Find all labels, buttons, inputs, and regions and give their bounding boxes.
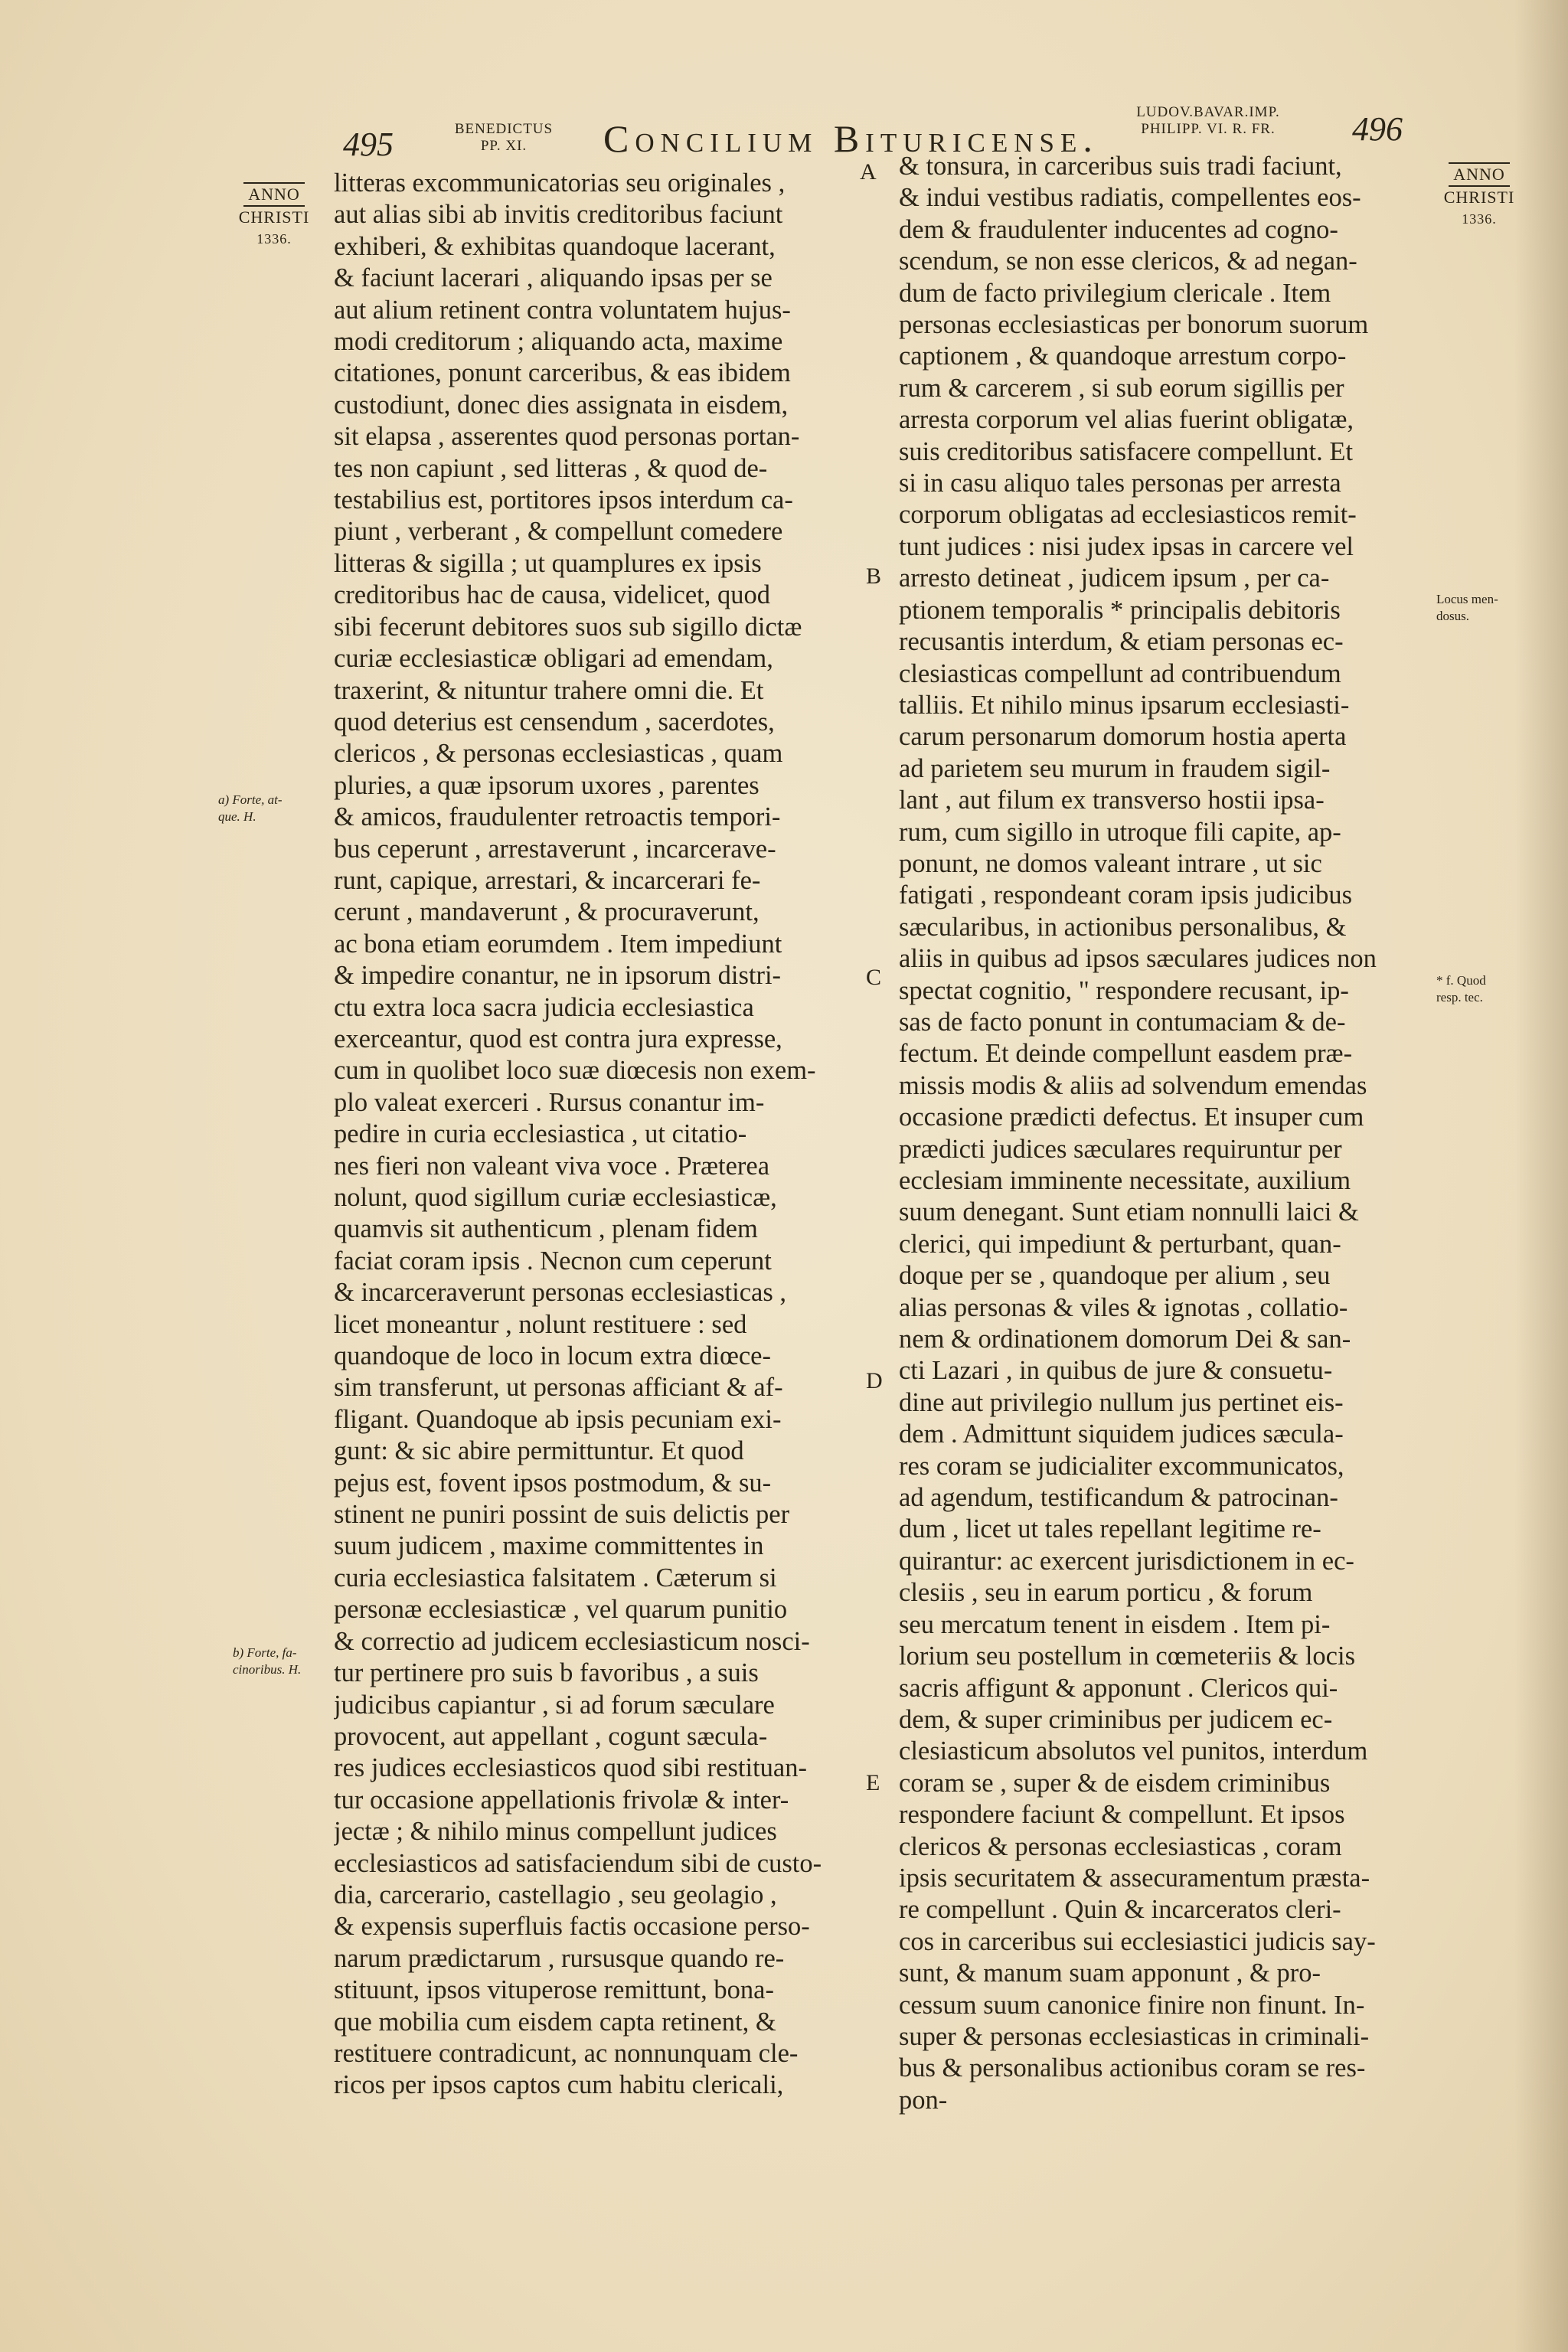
footnote-b-line-1: b) Forte, fa- — [233, 1645, 297, 1660]
text-line: fatigati , respondeant coram ipsis judicibus — [899, 880, 1353, 910]
text-line: carum personarum domorum hostia aperta — [899, 722, 1347, 752]
text-line: lorium seu postellum in cœmeteriis & locis — [899, 1642, 1356, 1671]
text-line: tur pertinere pro suis b favoribus , a suis — [334, 1658, 759, 1688]
right-margin-year — [1435, 162, 1524, 230]
text-line: sacris affigunt & apponunt . Clericos qui- — [899, 1673, 1338, 1703]
text-line: exhiberi, & exhibitas quandoque lacerant, — [334, 231, 776, 261]
text-line: restituere contradicunt, ac nonnunquam cle- — [334, 2038, 799, 2068]
text-line: licet moneantur , nolunt restituere : sed — [334, 1309, 747, 1339]
text-line: nem & ordinationem domorum Dei & san- — [899, 1325, 1351, 1354]
text-line: alias personas & viles & ignotas , collatio- — [899, 1292, 1348, 1322]
text-line: aut alium retinent contra voluntatem hujus- — [334, 295, 791, 325]
text-line: res judices ecclesiasticos quod sibi restituan- — [334, 1753, 807, 1783]
text-line: gunt: & sic abire permittuntur. Et quod — [334, 1436, 744, 1466]
text-line: judicibus capiantur , si ad forum sæculare — [334, 1690, 775, 1720]
text-line: ipsis securitatem & assecuramentum præsta- — [899, 1863, 1370, 1893]
text-line: cum in quolibet loco suæ diœcesis non exem- — [334, 1056, 816, 1086]
text-line: faciat coram ipsis . Necnon cum ceperunt — [334, 1246, 772, 1276]
text-line: litteras excommunicatorias seu originales , — [334, 168, 786, 198]
text-line: quandoque de loco in locum extra diœce- — [334, 1341, 771, 1371]
text-line: & faciunt lacerari , aliquando ipsas per se — [334, 263, 773, 293]
text-line: curiæ ecclesiasticæ obligari ad emendam, — [334, 644, 773, 674]
text-line: pon- — [899, 2085, 948, 2115]
text-line: que mobilia cum eisdem capta retinent, & — [334, 2007, 776, 2037]
text-line: sæcularibus, in actionibus personalibus, & — [899, 912, 1347, 942]
text-line: coram se , super & de eisdem criminibus — [899, 1768, 1331, 1798]
text-line: pejus est, fovent ipsos postmodum, & su- — [334, 1468, 772, 1498]
text-line: missis modis & aliis ad solvendum emendas — [899, 1070, 1367, 1100]
margin-note-locus-line-2: dosus. — [1436, 609, 1469, 623]
text-line: aut alias sibi ab invitis creditoribus faciunt — [334, 200, 783, 230]
year-label-right: 1336. — [1462, 211, 1497, 227]
text-line: rum, cum sigillo in utroque fili capite, ap- — [899, 817, 1341, 847]
footnote-a-line-1: a) Forte, at- — [218, 792, 283, 807]
text-line: stituunt, ipsos vituperose remittunt, bona- — [334, 1975, 774, 2005]
text-line: & impedire conantur, ne in ipsorum distri- — [334, 961, 782, 991]
right-running-head — [1109, 104, 1308, 138]
text-line: cessum suum canonice finire non finunt. In- — [899, 1990, 1365, 2020]
text-line: tunt judices : nisi judex ipsas in carcere vel — [899, 531, 1354, 561]
text-line: rum & carcerem , si sub eorum sigillis per — [899, 373, 1344, 403]
text-line: piunt , verberant , & compellunt comedere — [334, 517, 783, 547]
footnote-b — [233, 1645, 340, 1678]
text-line: res coram se judicialiter excommunicatos, — [899, 1451, 1344, 1481]
text-line: testabilius est, portitores ipsos interdum ca- — [334, 485, 793, 515]
text-line: cos in carceribus sui ecclesiastici judicis say- — [899, 1926, 1376, 1956]
christi-label: CHRISTI — [238, 207, 310, 227]
text-line: pedire in curia ecclesiastica , ut citatio- — [334, 1119, 747, 1149]
text-line: occasione prædicti defectus. Et insuper cum — [899, 1102, 1364, 1132]
text-line: arresto detineat , judicem ipsum , per ca- — [899, 564, 1330, 593]
text-line: aliis in quibus ad ipsos sæculares judices non — [899, 944, 1377, 974]
text-line: scendum, se non esse clericos, & ad negan- — [899, 247, 1357, 276]
year-label: 1336. — [256, 231, 292, 247]
text-line: corporum obligatas ad ecclesiasticos remit- — [899, 500, 1357, 530]
text-line: ptionem temporalis * principalis debitoris — [899, 595, 1341, 625]
text-line: dum , licet ut tales repellant legitime re- — [899, 1514, 1321, 1544]
section-marker-d: D — [866, 1368, 883, 1393]
margin-note-f-line-2: resp. tec. — [1436, 990, 1483, 1004]
text-line: provocent, aut appellant , cogunt sæcula- — [334, 1721, 768, 1751]
text-line: exerceantur, quod est contra jura expresse, — [334, 1024, 782, 1054]
book-gutter-shadow — [1514, 0, 1568, 2352]
text-line: dem & fraudulenter inducentes ad cogno- — [899, 214, 1338, 244]
right-running-head-line-1: LUDOV.BAVAR.IMP. — [1136, 104, 1280, 120]
text-line: fectum. Et deinde compellunt easdem præ- — [899, 1039, 1353, 1069]
christi-label-right: CHRISTI — [1443, 188, 1515, 207]
text-line: sunt, & manum suam apponunt , & pro- — [899, 1958, 1321, 1988]
text-line: personas ecclesiasticas per bonorum suorum — [899, 310, 1369, 340]
text-line: ctu extra loca sacra judicia ecclesiastica — [334, 992, 754, 1022]
text-line: citationes, ponunt carceribus, & eas ibidem — [334, 358, 791, 388]
text-line: clesiis , seu in earum porticu , & forum — [899, 1578, 1313, 1608]
text-line: suis creditoribus satisfacere compellunt. Et — [899, 436, 1354, 466]
text-line: dem . Admittunt siquidem judices sæcula- — [899, 1419, 1344, 1449]
text-line: litteras & sigilla ; ut quamplures ex ipsis — [334, 548, 762, 578]
text-line: quirantur: ac exercent jurisdictionem in ec- — [899, 1546, 1354, 1576]
text-line: recusantis interdum, & etiam personas ec- — [899, 627, 1344, 657]
text-line: seu mercatum tenent in eisdem . Item pi- — [899, 1609, 1331, 1639]
text-line: runt, capique, arrestari, & incarcerari fe- — [334, 865, 761, 895]
text-line: creditoribus hac de causa, videlicet, quod — [334, 580, 770, 610]
text-line: & incarceraverunt personas ecclesiasticas , — [334, 1278, 786, 1308]
text-line: bus & personalibus actionibus coram se res- — [899, 2053, 1366, 2083]
text-line: & correctio ad judicem ecclesiasticum nosci- — [334, 1626, 810, 1656]
footnote-b-line-2: cinoribus. H. — [233, 1662, 302, 1677]
text-line: traxerint, & nituntur trahere omni die. Et — [334, 675, 764, 705]
text-line: ecclesiam imminente necessitate, auxilium — [899, 1166, 1351, 1195]
text-line: ad agendum, testificandum & patrocinan- — [899, 1483, 1338, 1513]
text-line: nolunt, quod sigillum curiæ ecclesiasticæ, — [334, 1183, 777, 1212]
text-line: lant , aut filum ex transverso hostii ipsa- — [899, 786, 1325, 815]
text-line: ricos per ipsos captos cum habitu clericali, — [334, 2070, 784, 2100]
margin-note-f-line-1: * f. Quod — [1436, 973, 1486, 988]
text-line: clericos & personas ecclesiasticas , coram — [899, 1831, 1342, 1861]
text-line: doque per se , quandoque per alium , seu — [899, 1261, 1331, 1291]
right-running-head-line-2: PHILIPP. VI. R. FR. — [1141, 121, 1276, 137]
text-line: quamvis sit authenticum , plenam fidem — [334, 1214, 758, 1244]
text-line: sit elapsa , asserentes quod personas portan- — [334, 422, 800, 452]
anno-label: ANNO — [243, 182, 305, 207]
text-line: narum prædictarum , rursusque quando re- — [334, 1943, 785, 1973]
text-line: tes non capiunt , sed litteras , & quod de- — [334, 453, 768, 483]
text-line: & indui vestibus radiatis, compellentes eos- — [899, 183, 1361, 213]
text-line: sibi fecerunt debitores suos sub sigillo dictæ — [334, 612, 802, 642]
text-line: talliis. Et nihilo minus ipsarum ecclesiasti- — [899, 690, 1350, 720]
left-running-head — [443, 121, 565, 155]
footnote-a — [218, 792, 333, 825]
margin-note-locus-line-1: Locus men- — [1436, 592, 1498, 606]
text-line: sim transferunt, ut personas afficiant & af- — [334, 1373, 783, 1403]
text-line: ecclesiasticos ad satisfaciendum sibi de custo- — [334, 1848, 822, 1878]
text-line: curia ecclesiastica falsitatem . Cæterum si — [334, 1563, 777, 1592]
text-line: jectæ ; & nihilo minus compellunt judices — [334, 1817, 777, 1847]
text-line: clesiasticas compellunt ad contribuendum — [899, 658, 1341, 688]
text-line: bus ceperunt , arrestaverunt , incarcerave- — [334, 834, 776, 864]
text-line: ad parietem seu murum in fraudem sigil- — [899, 753, 1331, 783]
footnote-a-line-2: que. H. — [218, 809, 256, 824]
section-marker-a: A — [860, 159, 877, 185]
text-line: re compellunt . Quin & incarceratos cleri- — [899, 1895, 1341, 1925]
text-line: fligant. Quandoque ab ipsis pecuniam exi- — [334, 1404, 782, 1434]
section-marker-e: E — [866, 1770, 880, 1795]
text-line: ac bona etiam eorumdem . Item impediunt — [334, 929, 782, 959]
anno-label-right: ANNO — [1449, 162, 1510, 187]
text-line: clesiasticum absolutos vel punitos, interdum — [899, 1736, 1368, 1766]
text-line: suum judicem , maxime committentes in — [334, 1531, 764, 1561]
right-page-number: 496 — [1352, 110, 1403, 148]
text-line: spectat cognitio, " respondere recusant, ip- — [899, 975, 1349, 1005]
margin-note-f — [1436, 972, 1536, 1006]
text-line: plo valeat exerceri . Rursus conantur im- — [334, 1087, 765, 1117]
left-margin-year — [228, 182, 320, 250]
text-line: custodiunt, donec dies assignata in eisdem, — [334, 390, 789, 420]
left-page-number: 495 — [343, 126, 394, 163]
text-line: & expensis superfluis factis occasione perso- — [334, 1912, 810, 1942]
margin-note-locus — [1436, 591, 1536, 625]
left-running-head-line-1: BENEDICTUS — [454, 121, 554, 137]
text-line: pluries, a quæ ipsorum uxores , parentes — [334, 770, 760, 800]
text-line: cerunt , mandaverunt , & procuraverunt, — [334, 897, 760, 927]
text-line: dem, & super criminibus per judicem ec- — [899, 1704, 1333, 1734]
text-line: & tonsura, in carceribus suis tradi faciunt, — [899, 152, 1342, 181]
text-line: clericos , & personas ecclesiasticas , quam — [334, 739, 783, 769]
text-line: quod deterius est censendum , sacerdotes, — [334, 707, 775, 737]
text-line: clerici, qui impediunt & perturbant, quan- — [899, 1229, 1341, 1259]
text-line: dine aut privilegio nullum jus pertinet eis- — [899, 1387, 1344, 1417]
text-line: captionem , & quandoque arrestum corpo- — [899, 341, 1347, 371]
text-line: personæ ecclesiasticæ , vel quarum punitio — [334, 1595, 788, 1625]
text-line: si in casu aliquo tales personas per arresta — [899, 469, 1341, 498]
text-line: cti Lazari , in quibus de jure & consuetu- — [899, 1356, 1333, 1386]
section-marker-b: B — [866, 564, 882, 589]
text-line: stinent ne puniri possint de suis delictis per — [334, 1500, 790, 1530]
text-line: super & personas ecclesiasticas in criminali- — [899, 2021, 1370, 2051]
text-line: ponunt, ne domos valeant intrare , ut sic — [899, 848, 1322, 878]
left-text-column — [334, 168, 862, 2112]
text-line: & amicos, fraudulenter retroactis tempori- — [334, 802, 781, 832]
text-line: nes fieri non valeant viva voce . Præterea — [334, 1151, 770, 1181]
section-marker-c: C — [866, 965, 882, 990]
text-line: dia, carcerario, castellagio , seu geolagio , — [334, 1880, 777, 1909]
running-title: Concilium Bituricense. — [603, 117, 1099, 160]
text-line: modi creditorum ; aliquando acta, maxime — [334, 327, 783, 357]
text-line: prædicti judices sæculares requiruntur per — [899, 1134, 1342, 1164]
text-line: tur occasione appellationis frivolæ & inter- — [334, 1785, 789, 1815]
text-line: arresta corporum vel alias fuerint obligatæ, — [899, 405, 1354, 435]
text-line: suum denegant. Sunt etiam nonnulli laici & — [899, 1197, 1359, 1227]
right-text-column — [899, 151, 1427, 2141]
text-line: dum de facto privilegium clericale . Item — [899, 278, 1331, 308]
text-line: respondere faciunt & compellunt. Et ipsos — [899, 1800, 1345, 1830]
text-line: sas de facto ponunt in contumaciam & de- — [899, 1007, 1346, 1037]
left-running-head-line-2: PP. XI. — [480, 138, 528, 154]
